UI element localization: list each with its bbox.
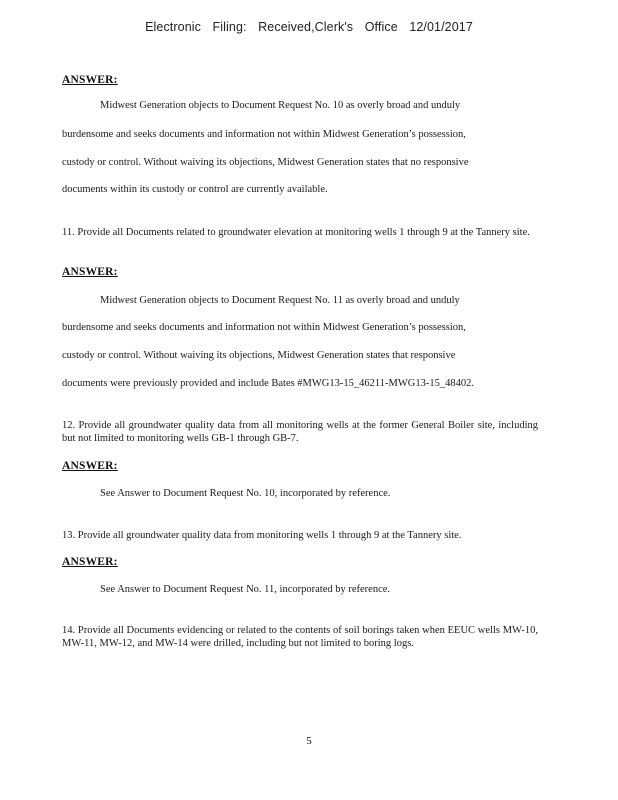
resp11-line4: documents were previously provided and include Bates #MWG13-15_46211-MWG13-15_48402.: [62, 378, 474, 389]
resp10-line1: Midwest Generation objects to Document Request No. 10 as overly broad and unduly: [100, 100, 461, 111]
resp11-line3: custody or control. Without waiving its objections, Midwest Generation states that responsive: [62, 350, 456, 361]
response-13: See Answer to Document Request No. 11, incorporated by reference.: [100, 584, 391, 595]
request-13: 13. Provide all groundwater quality data from monitoring wells 1 through 9 at the Tannery site.: [62, 530, 462, 541]
response-12: See Answer to Document Request No. 10, incorporated by reference.: [100, 488, 391, 499]
answer-heading-10: ANSWER:: [62, 74, 118, 86]
resp10-line4: documents within its custody or control are currently available.: [62, 184, 328, 195]
answer-heading-13: ANSWER:: [62, 556, 118, 568]
resp10-line2: burdensome and seeks documents and information not within Midwest Generation’s possession,: [62, 129, 466, 140]
request-14: 14. Provide all Documents evidencing or related to the contents of soil borings taken when EEUC wells MW-10, MW-11, MW-12, and MW-14 were drilled, including but not limited to boring logs.: [62, 625, 538, 649]
resp10-line3: custody or control. Without waiving its objections, Midwest Generation states that no responsive: [62, 157, 469, 168]
answer-heading-12: ANSWER:: [62, 460, 118, 472]
resp11-line2: burdensome and seeks documents and information not within Midwest Generation’s possession,: [62, 322, 466, 333]
filing-header: Electronic Filing: Received,Clerk's Office 12/01/2017: [145, 20, 473, 34]
request-11: 11. Provide all Documents related to groundwater elevation at monitoring wells 1 through 9 at the Tannery site.: [62, 227, 530, 238]
resp11-line1: Midwest Generation objects to Document Request No. 11 as overly broad and unduly: [100, 295, 460, 306]
request-12: 12. Provide all groundwater quality data from all monitoring wells at the former General Boiler site, including but not limited to monitoring wells GB-1 through GB-7.: [62, 420, 538, 444]
answer-heading-11: ANSWER:: [62, 266, 118, 278]
page-number: 5: [306, 735, 312, 747]
